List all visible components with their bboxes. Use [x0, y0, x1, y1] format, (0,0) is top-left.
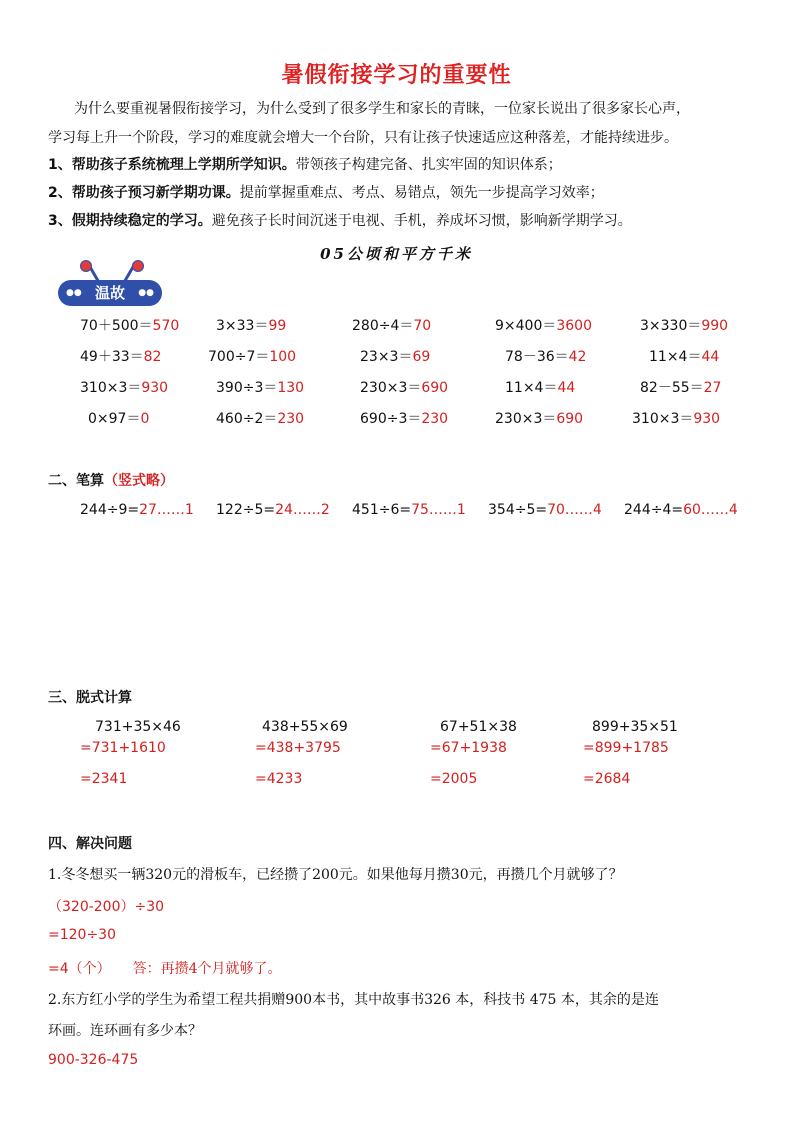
section2-heading: 二、笔算（竖式略） [48, 473, 174, 489]
antenna-ball-left [80, 260, 92, 272]
intro-point-3 [48, 207, 632, 235]
warmup-item: 230×3＝690 [360, 380, 449, 396]
stepwise-step: =438+3795 [255, 740, 341, 756]
stepwise-expr: 67+51×38 [440, 719, 517, 735]
point-lead: 3、假期持续稳定的学习。 [48, 213, 212, 229]
warmup-item: 310×3＝930 [80, 380, 169, 396]
problem-2-text-line2: 环画。连环画有多少本？ [48, 1023, 202, 1039]
warmup-item: 70＋500＝570 [80, 318, 180, 334]
stepwise-result: =2341 [80, 771, 128, 787]
stepwise-expr: 438+55×69 [262, 719, 348, 735]
warmup-item: 3×330＝990 [640, 318, 729, 334]
lesson-title: 05公顷和平方千米 [320, 245, 473, 263]
written-calc-item: 122÷5=24……2 [216, 502, 330, 518]
page-title: 暑假衔接学习的重要性 [281, 63, 512, 88]
point-lead: 2、帮助孩子预习新学期功课。 [48, 185, 240, 201]
stepwise-result: =4233 [255, 771, 303, 787]
warmup-item: 700÷7＝100 [208, 349, 297, 365]
warmup-item: 49＋33＝82 [80, 349, 162, 365]
warmup-item: 23×3＝69 [360, 349, 431, 365]
section4-heading: 四、解决问题 [48, 836, 132, 852]
warmup-item: 78－36＝42 [505, 349, 587, 365]
review-badge [58, 258, 166, 308]
written-calc-item: 244÷9=27……1 [80, 502, 194, 518]
problem-1-step: （320-200）÷30 [48, 899, 165, 915]
intro-line-1: 为什么要重视暑假衔接学习，为什么受到了很多学生和家长的青睐，一位家长说出了很多家长心声， [74, 101, 690, 117]
problem-2-step: 900-326-475 [48, 1052, 139, 1068]
intro-point-1 [48, 151, 562, 179]
problem-1-answer: 答：再攒4个月就够了。 [132, 961, 282, 977]
warmup-item: 3×33＝99 [216, 318, 287, 334]
badge-label-box [58, 280, 162, 306]
warmup-item: 690÷3＝230 [360, 411, 449, 427]
stepwise-expr: 731+35×46 [95, 719, 181, 735]
stepwise-step: =899+1785 [583, 740, 669, 756]
problem-1-result: =4（个） 答：再攒4个月就够了。 [48, 961, 282, 977]
section3-heading: 三、脱式计算 [48, 690, 132, 706]
dots-icon: ●● [138, 288, 154, 298]
written-calc-item: 354÷5=70……4 [488, 502, 602, 518]
warmup-item: 460÷2＝230 [216, 411, 305, 427]
warmup-item: 82－55＝27 [640, 380, 722, 396]
intro-line-2: 学习每上升一个阶段，学习的难度就会增大一个台阶，只有让孩子快速适应这种落差，才能持续进步。 [48, 130, 678, 146]
stepwise-step: =731+1610 [80, 740, 166, 756]
warmup-item: 280÷4＝70 [352, 318, 432, 334]
point-rest: 避免孩子长时间沉迷于电视、手机，养成坏习惯，影响新学期学习。 [211, 213, 632, 229]
warmup-item: 11×4＝44 [505, 380, 576, 396]
intro-point-2 [48, 179, 604, 207]
problem-2-text-line1: 2.东方红小学的学生为希望工程共捐赠900本书，其中故事书326 本，科技书 475 本，其余的是连 [48, 992, 659, 1008]
dots-icon: ●● [66, 288, 82, 298]
stepwise-result: =2005 [430, 771, 478, 787]
antenna-ball-right [132, 260, 144, 272]
written-calc-item: 451÷6=75……1 [352, 502, 466, 518]
warmup-item: 230×3＝690 [495, 411, 584, 427]
warmup-item: 310×3＝930 [632, 411, 721, 427]
section2-note: （竖式略） [104, 473, 174, 489]
stepwise-step: =67+1938 [430, 740, 507, 756]
warmup-item: 11×4＝44 [649, 349, 720, 365]
problem-1-step: =120÷30 [48, 927, 116, 943]
point-rest: 提前掌握重难点、考点、易错点，领先一步提高学习效率； [239, 185, 604, 201]
warmup-item: 390÷3＝130 [216, 380, 305, 396]
stepwise-result: =2684 [583, 771, 631, 787]
point-rest: 带领孩子构建完备、扎实牢固的知识体系； [295, 157, 562, 173]
point-lead: 1、帮助孩子系统梳理上学期所学知识。 [48, 157, 296, 173]
stepwise-expr: 899+35×51 [592, 719, 678, 735]
written-calc-item: 244÷4=60……4 [624, 502, 738, 518]
warmup-item: 9×400＝3600 [495, 318, 592, 334]
badge-label: 温故 [94, 284, 125, 302]
problem-1-text: 1.冬冬想买一辆320元的滑板车，已经攒了200元。如果他每月攒30元，再攒几个月就够了？ [48, 867, 623, 883]
warmup-item: 0×97＝0 [88, 411, 150, 427]
